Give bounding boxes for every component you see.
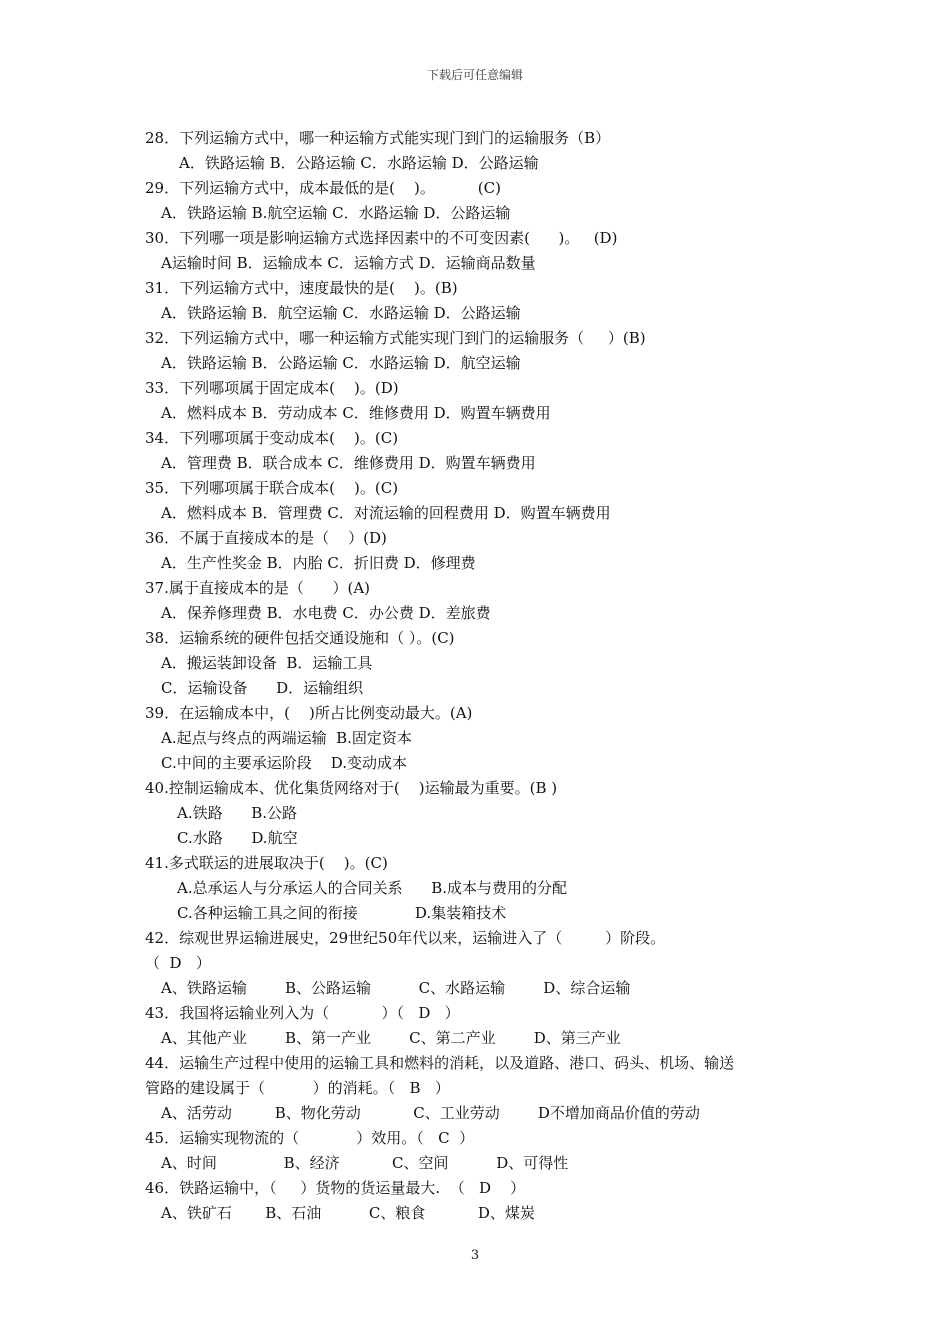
question-line: 39．在运输成本中，( )所占比例变动最大。(A) [145,704,473,722]
option-line: A、铁矿石 B、石油 C、粮食 D、煤炭 [161,1204,535,1222]
option-line: A、时间 B、经济 C、空间 D、可得性 [161,1154,569,1172]
option-line: A、其他产业 B、第一产业 C、第二产业 D、第三产业 [161,1029,621,1047]
option-line: C.水路 D.航空 [177,829,298,847]
question-line: 36．不属于直接成本的是（ ）(D) [145,529,387,547]
option-line: A．铁路运输 B．航空运输 C．水路运输 D．公路运输 [161,304,521,322]
option-line: C.各种运输工具之间的衔接 D.集装箱技术 [177,904,507,922]
question-line: 46．铁路运输中，（ ）货物的货运量最大. （ D ） [145,1179,526,1197]
question-line: 42．综观世界运输进展史，29世纪50年代以来，运输进入了（ ）阶段。 [145,929,666,947]
question-line: 32．下列运输方式中，哪一种运输方式能实现门到门的运输服务（ ）(B) [145,329,646,347]
option-line: A．管理费 B．联合成本 C．维修费用 D．购置车辆费用 [161,454,536,472]
question-line: 40.控制运输成本、优化集货网络对于( )运输最为重要。(B ) [145,779,558,797]
question-line: 34．下列哪项属于变动成本( )。(C) [145,429,399,447]
option-line: A．搬运装卸设备 B．运输工具 [161,654,373,672]
option-line: C．运输设备 D．运输组织 [161,679,364,697]
option-line: A.铁路 B.公路 [177,804,298,822]
option-line: C.中间的主要承运阶段 D.变动成本 [161,754,408,772]
question-line: 35．下列哪项属于联合成本( )。(C) [145,479,399,497]
question-line: 33．下列哪项属于固定成本( )。(D) [145,379,399,397]
question-line: 28．下列运输方式中，哪一种运输方式能实现门到门的运输服务（B） [145,129,611,147]
page-header: 下载后可任意编辑 [426,68,523,82]
option-line: A．燃料成本 B．管理费 C．对流运输的回程费用 D．购置车辆费用 [161,504,611,522]
option-line: A.起点与终点的两端运输 B.固定资本 [161,729,412,747]
question-line: 43．我国将运输业列入为（ ）（ D ） [145,1004,460,1022]
option-line: A．铁路运输 B．公路运输 C．水路运输 D．航空运输 [161,354,521,372]
question-line: 45．运输实现物流的（ ）效用。（ C ） [145,1129,475,1147]
option-line: A．保养修理费 B．水电费 C．办公费 D．差旅费 [161,604,491,622]
question-line: 37.属于直接成本的是（ ）(A) [145,579,371,597]
question-line: 管路的建设属于（ ）的消耗。（ B ） [145,1079,450,1097]
question-line: 31．下列运输方式中，速度最快的是( )。(B) [145,279,458,297]
option-line: A、铁路运输 B、公路运输 C、水路运输 D、综合运输 [161,979,631,997]
question-line: 44．运输生产过程中使用的运输工具和燃料的消耗，以及道路、港口、码头、机场、输送 [145,1054,735,1072]
option-line: A．生产性奖金 B．内胎 C．折旧费 D．修理费 [161,554,476,572]
question-list [145,126,815,1226]
question-line: 30．下列哪一项是影响运输方式选择因素中的不可变因素( )。 (D) [145,229,618,247]
question-line: 29．下列运输方式中，成本最低的是( )。 (C) [145,179,501,197]
option-line: A．铁路运输 B．公路运输 C．水路运输 D．公路运输 [179,154,539,172]
page-number: 3 [470,1248,480,1263]
option-line: A、活劳动 B、物化劳动 C、工业劳动 D不增加商品价值的劳动 [161,1104,700,1122]
question-line: （ D ） [145,954,211,972]
option-line: A．燃料成本 B．劳动成本 C．维修费用 D．购置车辆费用 [161,404,551,422]
question-line: 41.多式联运的进展取决于( )。(C) [145,854,388,872]
option-line: A．铁路运输 B.航空运输 C．水路运输 D．公路运输 [161,204,511,222]
option-line: A.总承运人与分承运人的合同关系 B.成本与费用的分配 [177,879,568,897]
option-line: A运输时间 B．运输成本 C．运输方式 D．运输商品数量 [161,254,536,272]
question-line: 38．运输系统的硬件包括交通设施和（ ）。(C) [145,629,455,647]
